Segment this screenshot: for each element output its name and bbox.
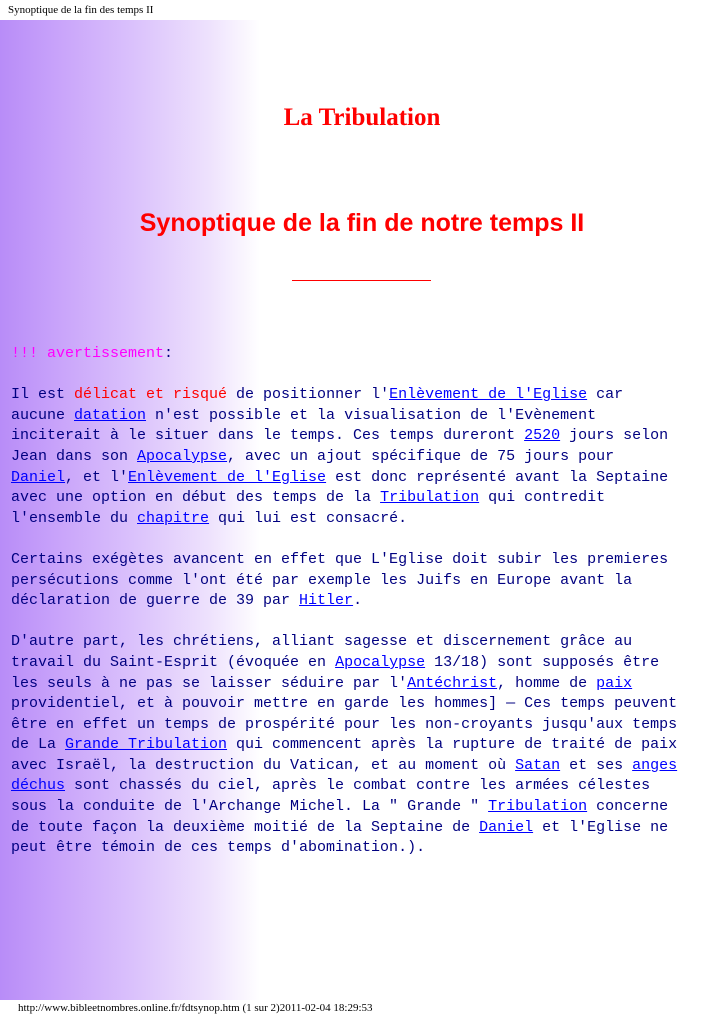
text: peut être témoin de ces temps d'abomination.). — [11, 839, 426, 857]
text: l'ensemble du — [11, 509, 138, 527]
warning-paragraph — [11, 344, 711, 365]
text: avec une option en début des temps de la — [11, 489, 381, 507]
text: , homme de — [497, 674, 597, 692]
warning-colon: : — [164, 345, 174, 362]
text: de positionner l' — [227, 386, 390, 404]
link-chapitre[interactable]: chapitre — [137, 509, 210, 527]
text: être en effet un temps de prospérité pour les non-croyants jusqu'aux temps — [11, 715, 678, 733]
print-footer: http://www.bibleetnombres.online.fr/fdtsynop.htm (1 sur 2)2011-02-04 18:29:53 — [18, 1002, 373, 1014]
text: avec Israël, la destruction du Vatican, et au moment où — [11, 756, 516, 774]
text: sont chassés du ciel, après le combat contre les armées célestes — [65, 777, 651, 795]
text: n'est possible et la visualisation de l'Evènement — [146, 406, 597, 424]
link-tribulation-2[interactable]: Tribulation — [488, 798, 588, 816]
text: les seuls à ne pas se laisser séduire par l' — [11, 674, 408, 692]
text: concerne — [587, 798, 669, 816]
text: aucune — [11, 406, 75, 424]
link-enlevement-eglise[interactable]: Enlèvement de l'Eglise — [389, 386, 588, 404]
divider-rule — [292, 280, 431, 281]
text: persécutions comme l'ont été par exemple les Juifs en Europe avant la — [11, 571, 633, 589]
text: de La — [11, 736, 66, 754]
text: inciterait à le situer dans le temps. Ces temps dureront — [11, 427, 525, 445]
link-grande-tribulation[interactable]: Grande Tribulation — [65, 736, 228, 754]
paragraph-1 — [11, 385, 711, 529]
text: et ses — [560, 756, 633, 774]
link-apocalypse-2[interactable]: Apocalypse — [335, 653, 426, 671]
text: , avec un ajout spécifique de 75 jours pour — [227, 447, 615, 465]
text: . — [353, 592, 363, 610]
text: jours selon — [560, 427, 669, 445]
text: providentiel, et à pouvoir mettre en garde les hommes] — Ces temps peuvent — [11, 695, 678, 713]
link-datation[interactable]: datation — [74, 406, 147, 424]
paragraph-2 — [11, 550, 711, 612]
text: car — [587, 386, 624, 404]
link-2520[interactable]: 2520 — [524, 427, 561, 445]
link-dechus[interactable]: déchus — [11, 777, 66, 795]
text: est donc représenté avant la Septaine — [326, 468, 669, 486]
highlighted-text: délicat et risqué — [74, 386, 228, 404]
link-antechrist[interactable]: Antéchrist — [407, 674, 498, 692]
text: , et l' — [65, 468, 129, 486]
text: qui contredit — [479, 489, 606, 507]
print-header: Synoptique de la fin des temps II — [8, 4, 154, 16]
text: Certains exégètes avancent en effet que L'Eglise doit subir les premieres — [11, 550, 669, 568]
link-satan[interactable]: Satan — [515, 756, 561, 774]
text: sous la conduite de l'Archange Michel. La " Grande " — [11, 798, 489, 816]
page-content-area — [0, 20, 724, 1000]
link-paix[interactable]: paix — [596, 674, 633, 692]
paragraph-3 — [11, 632, 711, 859]
text: et l'Eglise ne — [533, 818, 669, 836]
link-apocalypse[interactable]: Apocalypse — [137, 447, 228, 465]
text: de toute façon la deuxième moitié de la Septaine de — [11, 818, 480, 836]
page-subtitle: Synoptique de la fin de notre temps II — [139, 209, 585, 237]
text: D'autre part, les chrétiens, alliant sagesse et discernement grâce au — [11, 633, 633, 651]
page-title: La Tribulation — [283, 104, 441, 131]
link-daniel-2[interactable]: Daniel — [479, 818, 534, 836]
text: Jean dans son — [11, 447, 138, 465]
link-anges-dechus[interactable]: anges — [632, 756, 678, 774]
warning-label: !!! avertissement — [11, 345, 165, 362]
link-hitler[interactable]: Hitler — [299, 592, 354, 610]
link-enlevement-eglise-2[interactable]: Enlèvement de l'Eglise — [128, 468, 327, 486]
link-daniel[interactable]: Daniel — [11, 468, 66, 486]
link-tribulation[interactable]: Tribulation — [380, 489, 480, 507]
text: qui lui est consacré. — [209, 509, 408, 527]
text: Il est — [11, 386, 75, 404]
text: déclaration de guerre de 39 par — [11, 592, 300, 610]
article-body — [11, 344, 711, 879]
text: qui commencent après la rupture de traité de paix — [227, 736, 678, 754]
text: 13/18) sont supposés être — [425, 653, 660, 671]
text: travail du Saint-Esprit (évoquée en — [11, 653, 336, 671]
